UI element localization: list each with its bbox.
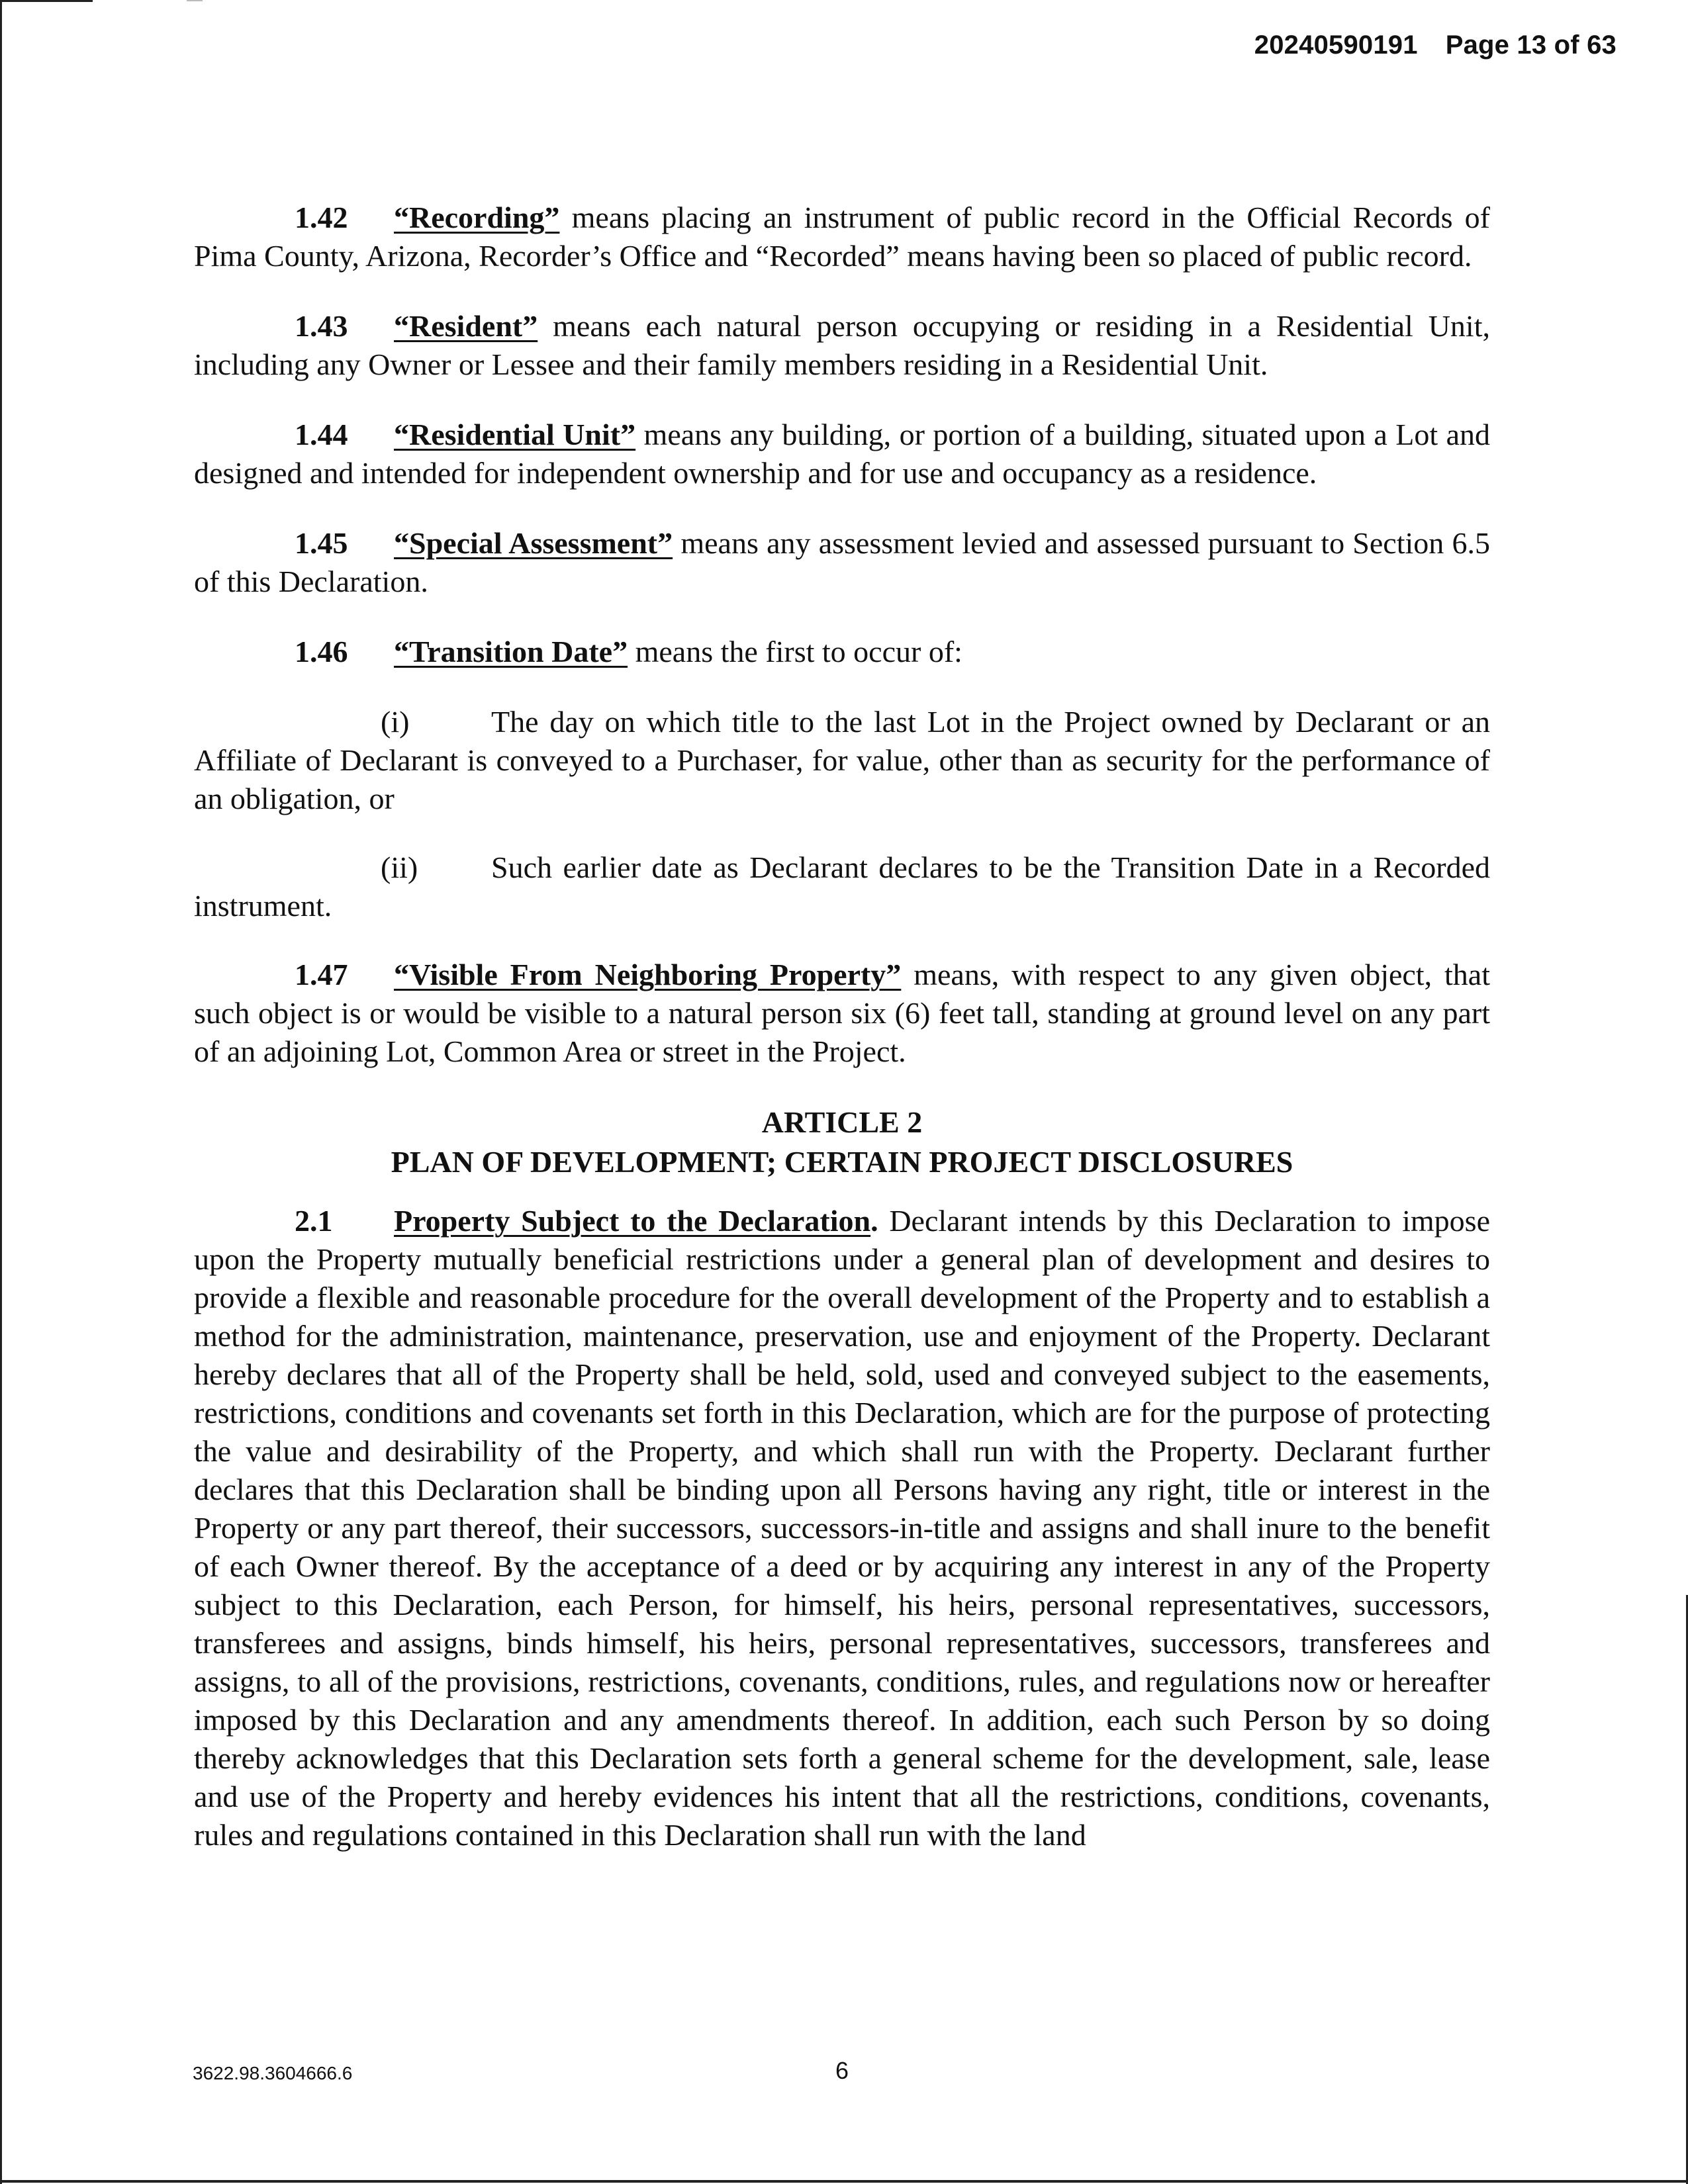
section-number: 2.1 — [295, 1204, 333, 1238]
section-heading-period: . — [870, 1204, 878, 1238]
page-count: Page 13 of 63 — [1445, 30, 1617, 60]
section-text: Declarant intends by this Declaration to impose upon the Property mutually beneficial restrictions under a general plan of development and desires to provide a flexible and reasonable procedure for the overall development of the Property and to establish a method for the administration, maintenance, preservation, use and enjoyment of the Property. Declarant hereby declares that all of the Property shall be held, sold, used and conveyed subject to the easements, restrictions, conditions and covenants set forth in this Declaration, which are for the purpose of protecting the value and desirability of the Property, and which shall run with the Property. Declarant further declares that this Declaration shall be binding upon all Persons having any right, title or interest in the Property or any part thereof, their successors, successors-in-title and assigns and shall inure to the benefit of each Owner thereof. By the acceptance of a deed or by acquiring any interest in any of the Property subject to this Declaration, each Person, for himself, his heirs, personal representatives, successors, transferees and assigns, binds himself, his heirs, personal representatives, successors, transferees and assigns, to all of the provisions, restrictions, covenants, conditions, rules, and regulations now or hereafter imposed by this Declaration and any amendments thereof. In addition, each such Person by so doing thereby acknowledges that this Declaration sets forth a general scheme for the development, sale, lease and use of the Property and hereby evidences his intent that all the restrictions, conditions, covenants, rules and regulations contained in this Declaration shall run with the land — [194, 1204, 1490, 1852]
document-body — [194, 199, 1490, 1886]
item-text: The day on which title to the last Lot in the Project owned by Declarant or an Affiliate of Declarant is conveyed to a Purchaser, for value, other than as security for the performance of an obligation, or — [194, 705, 1490, 815]
definition-1-42 — [194, 199, 1490, 275]
scan-border-top — [0, 0, 93, 2]
definition-1-46 — [194, 633, 1490, 671]
definition-1-45 — [194, 524, 1490, 601]
section-number: 1.47 — [295, 958, 348, 991]
definition-1-47 — [194, 956, 1490, 1071]
definition-text: means any assessment levied and assessed pursuant to Section 6.5 of this Declaration. — [194, 526, 1490, 598]
definition-1-44 — [194, 416, 1490, 492]
defined-term: “Transition Date” — [394, 635, 628, 668]
item-text: Such earlier date as Declarant declares to be the Transition Date in a Recorded instrument. — [194, 850, 1490, 923]
definition-text: means placing an instrument of public record in the Official Records of Pima County, Arizona, Recorder’s Office and “Recorded” means having been so placed of public record. — [194, 201, 1490, 273]
definition-text: means, with respect to any given object, that such object is or would be visible to a natural person six (6) feet tall, standing at ground level on any part of an adjoining Lot, Common Area or street in the Project. — [194, 958, 1490, 1068]
footer-page-number: 6 — [835, 2057, 849, 2084]
definition-text: means each natural person occupying or residing in a Residential Unit, including any Owner or Lessee and their family members residing in a Residential Unit. — [194, 309, 1490, 381]
item-label: (i) — [381, 705, 410, 739]
scan-border-left — [0, 0, 2, 2184]
definition-text: means the first to occur of: — [628, 635, 962, 668]
article-title: PLAN OF DEVELOPMENT; CERTAIN PROJECT DISCLOSURES — [391, 1145, 1293, 1179]
defined-term: “Special Assessment” — [394, 526, 673, 560]
section-number: 1.42 — [295, 201, 348, 234]
article-heading — [194, 1103, 1490, 1182]
section-number: 1.43 — [295, 309, 348, 343]
article-number: ARTICLE 2 — [761, 1105, 923, 1139]
recording-number: 20240590191 — [1254, 30, 1418, 60]
defined-term: “Recording” — [394, 201, 560, 234]
recording-header — [1254, 30, 1617, 60]
transition-item-ii — [194, 848, 1490, 925]
scan-border-top-mark — [187, 0, 203, 1]
definition-text: means any building, or portion of a building, situated upon a Lot and designed and intended for independent ownership and for use and occupancy as a residence. — [194, 418, 1490, 490]
section-2-1 — [194, 1202, 1490, 1854]
item-label: (ii) — [381, 850, 418, 884]
defined-term: “Residential Unit” — [394, 418, 636, 451]
section-number: 1.44 — [295, 418, 348, 451]
defined-term: “Resident” — [394, 309, 538, 343]
defined-term: “Visible From Neighboring Property” — [394, 958, 902, 991]
section-number: 1.45 — [295, 526, 348, 560]
section-heading: Property Subject to the Declaration — [394, 1204, 871, 1238]
section-number: 1.46 — [295, 635, 348, 668]
scan-border-bottom — [0, 2180, 1688, 2183]
transition-item-i — [194, 703, 1490, 818]
footer-document-id: 3622.98.3604666.6 — [193, 2063, 353, 2083]
definition-1-43 — [194, 307, 1490, 384]
